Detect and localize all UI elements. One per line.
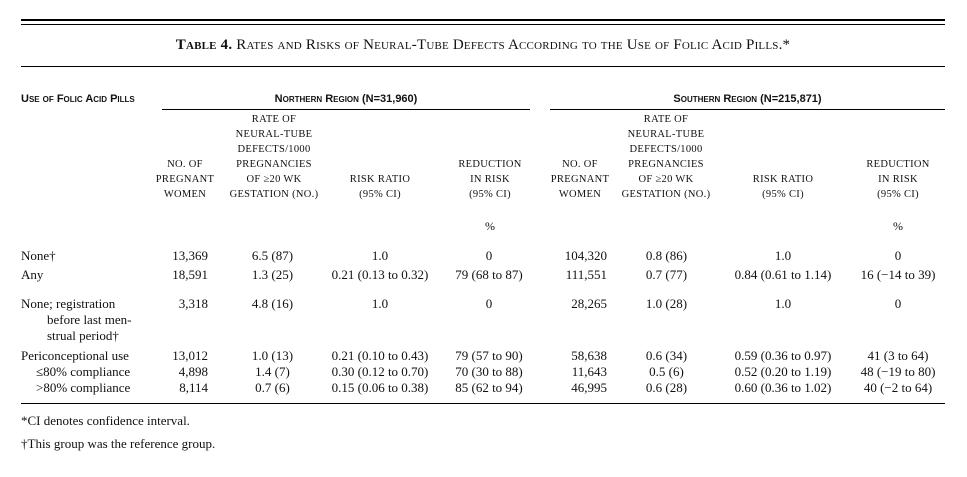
row-label: None; registration — [21, 296, 116, 311]
south-rate: 1.0 (28) — [645, 296, 688, 311]
south-women: 46,995 — [571, 380, 607, 395]
south-ratio: 0.59 (0.36 to 0.97) — [734, 348, 832, 363]
north-reduction: 0 — [485, 296, 493, 311]
southern-region-header: Southern Region (N=215,871) — [673, 93, 822, 105]
south-rate: 0.7 (77) — [645, 267, 688, 282]
north-rate: 1.4 (7) — [255, 364, 290, 379]
top-rule-2 — [21, 24, 945, 25]
row-header-title: Use of Folic Acid Pills — [21, 93, 135, 105]
col-reduction-north: REDUCTION IN RISK (95% CI) — [458, 159, 522, 200]
row-label: Any — [21, 267, 44, 282]
percent-north: % — [485, 219, 495, 233]
north-ratio: 1.0 — [371, 248, 389, 263]
col-ratio-north: RISK RATIO (95% CI) — [349, 174, 411, 200]
south-reduction: 40 (−2 to 64) — [863, 380, 933, 395]
north-women: 3,318 — [178, 296, 208, 311]
south-rate: 0.8 (86) — [645, 248, 688, 263]
south-ratio: 1.0 — [774, 296, 792, 311]
col-women-south: NO. OF PREGNANT WOMEN — [550, 159, 610, 200]
top-rule-1 — [21, 19, 945, 21]
north-women: 13,012 — [172, 348, 208, 363]
col-women-north: NO. OF PREGNANT WOMEN — [155, 159, 215, 200]
table-title — [21, 37, 945, 54]
southern-region-rule — [550, 109, 945, 110]
south-women: 104,320 — [564, 248, 607, 263]
south-women: 11,643 — [571, 364, 607, 379]
south-ratio: 0.60 (0.36 to 1.02) — [734, 380, 832, 395]
north-reduction: 70 (30 to 88) — [455, 364, 523, 379]
col-rate-south: RATE OF NEURAL-TUBE DEFECTS/1000 PREGNANCIES OF ≥20 WK GESTATION (NO.) — [621, 114, 711, 200]
north-ratio: 0.15 (0.06 to 0.38) — [331, 380, 429, 395]
north-ratio: 0.21 (0.13 to 0.32) — [331, 267, 429, 282]
north-reduction: 79 (57 to 90) — [455, 348, 523, 363]
south-ratio: 0.84 (0.61 to 1.14) — [734, 267, 832, 282]
northern-region-rule — [162, 109, 530, 110]
north-rate: 1.0 (13) — [251, 348, 294, 363]
north-women: 13,369 — [172, 248, 208, 263]
northern-region-header: Northern Region (N=31,960) — [274, 93, 418, 105]
row-label-cont: before last men- — [47, 312, 132, 327]
south-ratio: 1.0 — [774, 248, 792, 263]
title-rule — [21, 66, 945, 67]
percent-south: % — [893, 219, 903, 233]
south-reduction: 0 — [894, 248, 902, 263]
south-ratio: 0.52 (0.20 to 1.19) — [734, 364, 832, 379]
row-label-cont: strual period† — [47, 328, 119, 343]
south-reduction: 0 — [894, 296, 902, 311]
north-women: 8,114 — [179, 380, 208, 395]
footnote-ci: *CI denotes confidence interval. — [21, 413, 190, 428]
north-rate: 0.7 (6) — [255, 380, 290, 395]
south-women: 111,551 — [565, 267, 607, 282]
north-women: 4,898 — [178, 364, 208, 379]
south-reduction: 16 (−14 to 39) — [860, 267, 936, 282]
bottom-rule — [21, 403, 945, 404]
south-women: 28,265 — [571, 296, 607, 311]
south-rate: 0.5 (6) — [649, 364, 684, 379]
south-rate: 0.6 (34) — [645, 348, 688, 363]
footnote-reference: †This group was the reference group. — [21, 436, 216, 451]
south-rate: 0.6 (28) — [645, 380, 688, 395]
col-rate-north: RATE OF NEURAL-TUBE DEFECTS/1000 PREGNANCIES OF ≥20 WK GESTATION (NO.) — [229, 114, 319, 200]
south-women: 58,638 — [571, 348, 607, 363]
col-reduction-south: REDUCTION IN RISK (95% CI) — [866, 159, 930, 200]
north-ratio: 0.21 (0.10 to 0.43) — [331, 348, 429, 363]
north-rate: 4.8 (16) — [251, 296, 294, 311]
north-ratio: 0.30 (0.12 to 0.70) — [331, 364, 429, 379]
north-reduction: 79 (68 to 87) — [455, 267, 523, 282]
row-label: None† — [21, 248, 56, 263]
north-rate: 1.3 (25) — [251, 267, 294, 282]
north-rate: 6.5 (87) — [251, 248, 294, 263]
north-women: 18,591 — [172, 267, 208, 282]
table-number: Table 4. — [175, 37, 233, 53]
col-ratio-south: RISK RATIO (95% CI) — [752, 174, 814, 200]
row-label: >80% compliance — [36, 380, 131, 395]
table-caption: Rates and Risks of Neural-Tube Defects According to the Use of Folic Acid Pills.* — [236, 37, 791, 53]
south-reduction: 48 (−19 to 80) — [860, 364, 936, 379]
row-label: Periconceptional use — [21, 348, 129, 363]
north-reduction: 85 (62 to 94) — [455, 380, 523, 395]
row-label: ≤80% compliance — [36, 364, 131, 379]
south-reduction: 41 (3 to 64) — [867, 348, 929, 363]
north-reduction: 0 — [485, 248, 493, 263]
north-ratio: 1.0 — [371, 296, 389, 311]
